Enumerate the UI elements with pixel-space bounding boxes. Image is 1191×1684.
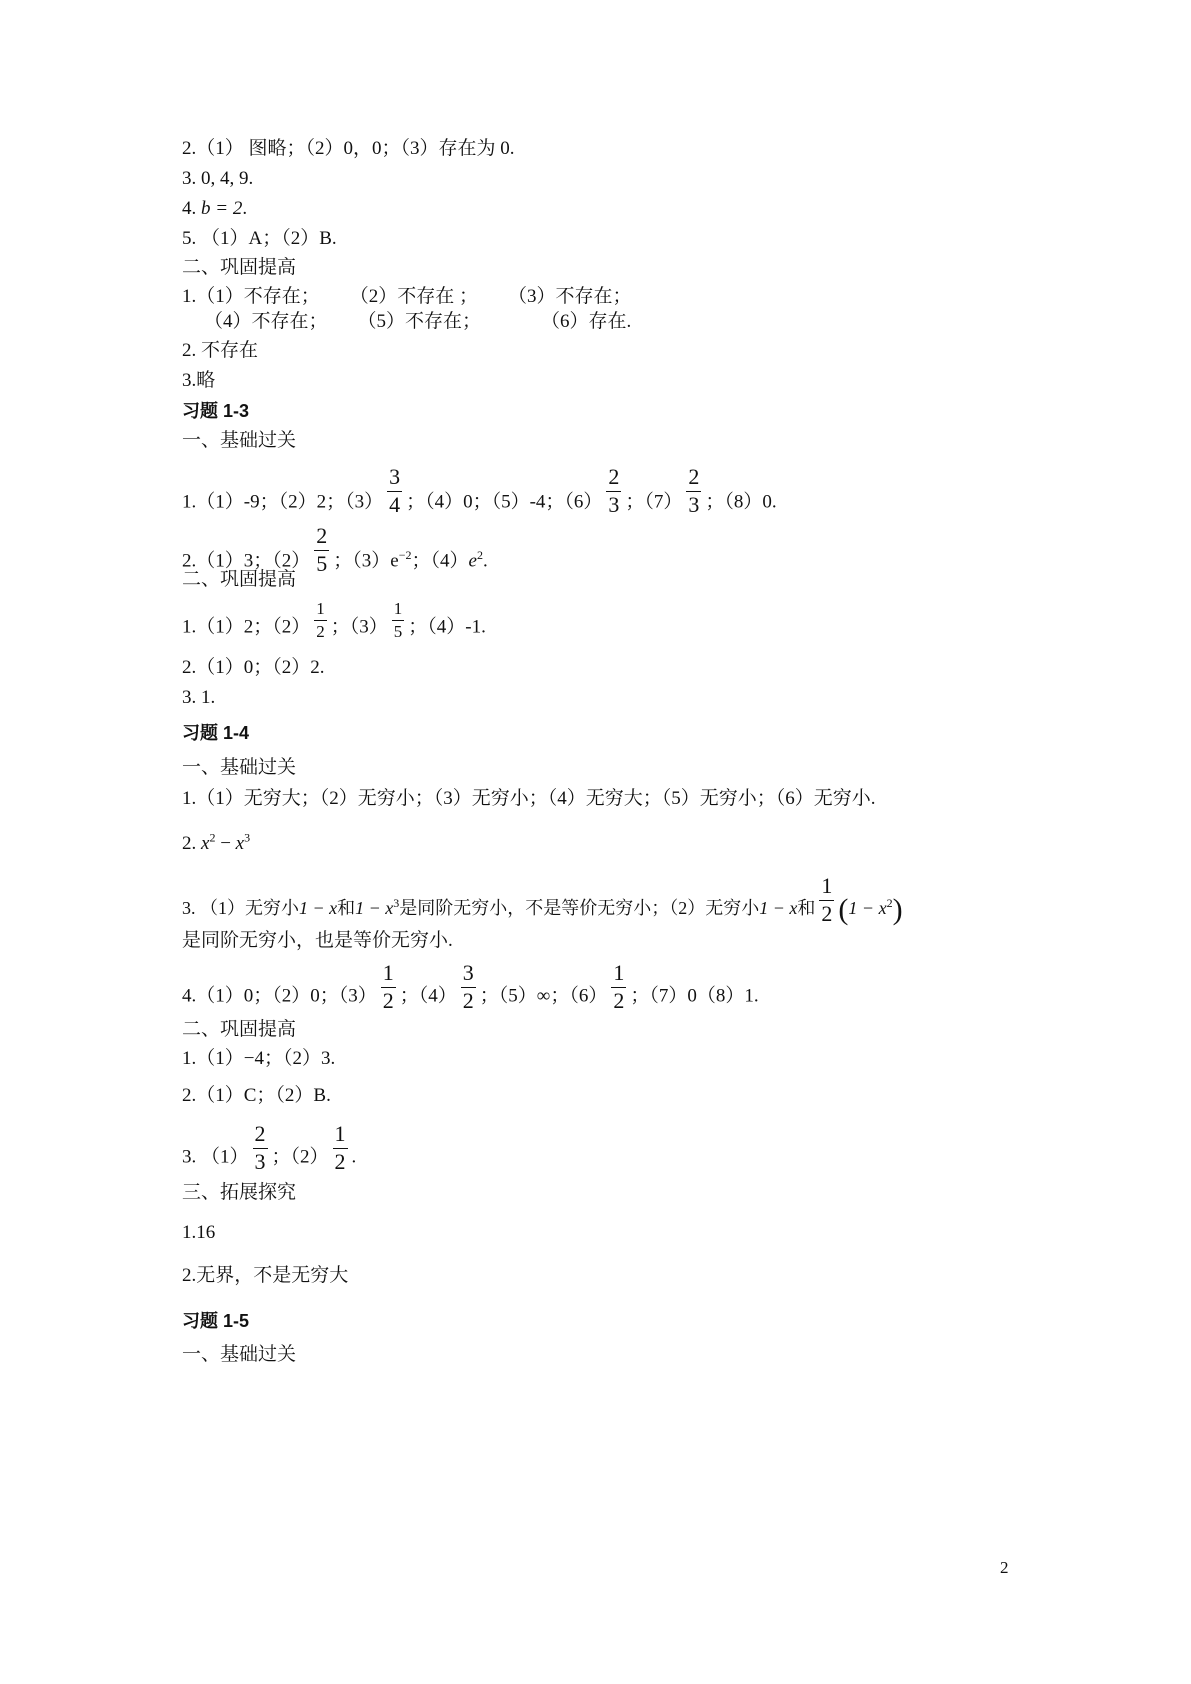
answer-line: （4）不存在； （5）不存在； （6）存在. bbox=[204, 311, 632, 332]
fraction: $\frac{2}{3}$ bbox=[608, 464, 620, 517]
answer-line: 是同阶无穷小，也是等价无穷小. bbox=[182, 930, 453, 951]
answer-line: 2.（1） 图略；（2）0，0；（3）存在为 0. bbox=[182, 138, 515, 159]
answer-line: 5. （1）A；（2）B. bbox=[182, 228, 337, 249]
fraction: $\frac{1}{2}$ bbox=[334, 1121, 346, 1174]
answer-line: 3. 1. bbox=[182, 687, 216, 708]
section-heading: 一、基础过关 bbox=[182, 757, 297, 778]
answer-line: 3.略 bbox=[182, 370, 216, 391]
section-heading: 二、巩固提高 bbox=[182, 569, 297, 590]
answer-line: 1.（1）2；（2） $\frac{1}{2}$ ；（3） $\frac{1}{5}$ ；（4）-1. bbox=[182, 599, 486, 641]
answer-line: 1.16 bbox=[182, 1222, 216, 1243]
answer-line: 2.无界，不是无穷大 bbox=[182, 1265, 349, 1286]
answer-line: 4. b = 2. bbox=[182, 198, 248, 219]
answer-line: 2.（1）3；（2） $\frac{2}{5}$ ；$(3)e^{-2}$；$(4)e^2$. bbox=[182, 523, 488, 576]
answer-line: 2. 不存在 bbox=[182, 340, 259, 361]
fraction: $\frac{3}{2}$ bbox=[462, 960, 474, 1013]
exercise-heading: 习题 1-3 bbox=[182, 401, 250, 421]
exercise-heading: 习题 1-5 bbox=[182, 1311, 250, 1331]
answer-line: 1.（1）-9；（2）2；（3） $\frac{3}{4}$ ；（4）0；（5）-4；（6） $\frac{2}{3}$ ；（7） $\frac{2}{3}$ ；（8）0. bbox=[182, 464, 777, 517]
fraction: $\frac{1}{2}$ bbox=[316, 599, 325, 641]
exercise-heading: 习题 1-4 bbox=[182, 723, 250, 743]
answer-line: 2.（1）0；（2）2. bbox=[182, 657, 325, 678]
equation: b = 2 bbox=[201, 198, 243, 219]
page-number: 2 bbox=[1000, 1558, 1009, 1577]
answer-line: 1.（1）不存在； （2）不存在 ； （3）不存在； bbox=[182, 286, 632, 307]
answer-line: 3. （1） $\frac{2}{3}$ ；（2） $\frac{1}{2}$ . bbox=[182, 1121, 357, 1174]
answer-line: 1.（1）无穷大；（2）无穷小；（3）无穷小；（4）无穷大；（5）无穷小；（6）无穷小. bbox=[182, 788, 876, 809]
fraction: $\frac{1}{5}$ bbox=[393, 599, 403, 641]
answer-line: 3. 0, 4, 9. bbox=[182, 168, 254, 189]
section-heading: 二、巩固提高 bbox=[182, 257, 297, 278]
answer-line: 4.（1）0；（2）0；（3） $\frac{1}{2}$ ；（4） $\frac{3}{2}$ ；（5）∞；（6） $\frac{1}{2}$ ；（7）0（8）1. bbox=[182, 960, 759, 1013]
answer-line: 3. （1）无穷小1 − x和$1 - x^3$是同阶无穷小，不是等价无穷小；（2）无穷小1 − x和 $\frac{1}{2}$ $(1 - x^2)$ bbox=[182, 873, 903, 926]
answer-line: 2. $x^2 - x^3$ bbox=[182, 830, 251, 854]
fraction: $\frac{3}{4}$ bbox=[389, 464, 401, 517]
fraction: $\frac{2}{5}$ bbox=[316, 523, 328, 576]
section-heading: 三、拓展探究 bbox=[182, 1182, 297, 1203]
fraction: $\frac{2}{3}$ bbox=[254, 1121, 266, 1174]
fraction: $\frac{1}{2}$ bbox=[382, 960, 394, 1013]
fraction: $\frac{2}{3}$ bbox=[688, 464, 700, 517]
fraction: $\frac{1}{2}$ bbox=[821, 873, 833, 926]
section-heading: 一、基础过关 bbox=[182, 430, 297, 451]
answer-line: 1.（1）−4；（2）3. bbox=[182, 1048, 336, 1069]
section-heading: 二、巩固提高 bbox=[182, 1019, 297, 1040]
fraction: $\frac{1}{2}$ bbox=[613, 960, 625, 1013]
answer-line: 2.（1）C；（2）B. bbox=[182, 1085, 331, 1106]
section-heading: 一、基础过关 bbox=[182, 1344, 297, 1365]
